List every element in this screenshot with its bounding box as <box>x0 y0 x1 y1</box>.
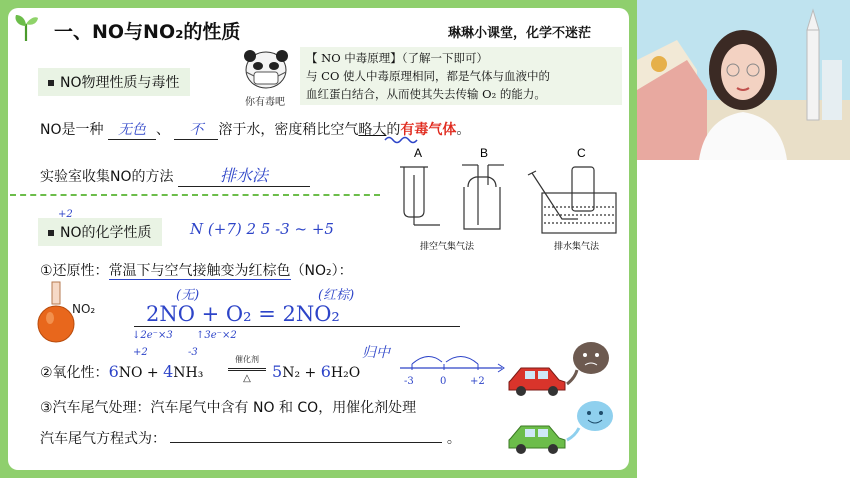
page-title: 一、NO与NO₂的性质 <box>54 21 241 43</box>
property-middle: 溶于水，密度稍比空气 <box>218 122 359 138</box>
oxidation-line <box>40 362 203 382</box>
exhaust-line-2 <box>40 428 461 448</box>
property-emphasis: 略大 <box>358 122 387 138</box>
coefficient-nh3: 4 <box>163 362 174 381</box>
red-car-icon <box>509 368 565 396</box>
bullet-square-icon <box>48 230 54 236</box>
apparatus-a <box>400 167 440 225</box>
heat-symbol: △ <box>243 373 251 384</box>
apparatus-label-b: B <box>480 146 489 160</box>
reactant-nh3: NH₃ <box>173 365 204 381</box>
poisoning-info-box <box>300 47 622 105</box>
reduction-after: （NO₂）： <box>290 263 353 279</box>
coefficient-h2o: 6 <box>320 362 331 381</box>
note-colorless: (无) <box>176 288 200 303</box>
collection-line <box>40 163 310 187</box>
numline-tick-pos2: +2 <box>470 376 485 387</box>
section-heading-label: NO的化学性质 <box>60 225 152 241</box>
handwritten-valence-note: N (+7) 2 5 -3 ~ +5 <box>190 220 334 238</box>
blank-color: 无色 <box>108 119 156 140</box>
info-line: 与 CO 使人中毒原理相同，都是气体与血液中的 <box>306 69 551 83</box>
coefficient-n2: 5 <box>272 362 283 381</box>
comproportionation-note: 归中 <box>362 345 390 361</box>
electron-transfer-note-2: ↑3e⁻×2 <box>196 330 237 341</box>
reduction-line <box>40 260 353 280</box>
product-h2o: H₂O <box>330 365 361 381</box>
collection-answer: 排水法 <box>178 163 310 187</box>
section-heading-label: NO物理性质与毒性 <box>60 75 180 91</box>
property-end: 。 <box>456 122 471 138</box>
caption-water-method: 排水集气法 <box>554 242 600 252</box>
happy-cloud-icon <box>567 401 613 440</box>
note-reddish-brown: (红棕) <box>318 288 355 303</box>
sprout-icon <box>12 12 40 42</box>
reactant-no: NO + <box>118 365 164 381</box>
oxidation-label: ②氧化性： <box>40 365 109 381</box>
reaction-arrow <box>228 368 266 371</box>
property-prefix: NO是一种 <box>40 122 104 138</box>
reduction-label: ①还原性： <box>40 263 109 279</box>
product-n2: N₂ + <box>282 365 321 381</box>
section-heading-chemical <box>38 218 162 246</box>
green-car-icon <box>509 426 565 454</box>
coefficient-no: 6 <box>108 362 119 381</box>
oxidation-state-nh3: -3 <box>188 347 198 358</box>
video-background-illustration <box>637 0 850 160</box>
apparatus-label-a: A <box>414 146 423 160</box>
numline-tick-0: 0 <box>440 376 447 387</box>
blank-solubility: 不 <box>174 119 218 140</box>
gas-collection-apparatus-diagram <box>392 145 622 255</box>
cars-exhaust-illustration <box>505 340 623 460</box>
reduction-equation: 2NO + O₂ = 2NO₂ <box>134 302 460 327</box>
catalyst-label: 催化剂 <box>235 355 259 364</box>
flask-label: NO₂ <box>72 302 96 316</box>
caption-air-method: 排空气集气法 <box>420 242 475 252</box>
apparatus-b <box>462 165 504 229</box>
flask-icon <box>36 280 76 348</box>
section-heading-physical <box>38 68 190 96</box>
exhaust-equation-label: 汽车尾气方程式为： <box>40 431 166 447</box>
bullet-square-icon <box>48 80 54 86</box>
slogan: 琳琳小课堂，化学不迷茫 <box>448 26 592 41</box>
toxic-gas-highlight: 有毒气体 <box>400 122 457 138</box>
electron-transfer-note-1: ↓2e⁻×3 <box>132 330 173 341</box>
oxidation-state-no: +2 <box>133 347 148 358</box>
info-line: 血红蛋白结合，从而使其失去传输 O₂ 的能力。 <box>306 87 546 101</box>
angry-smoke-icon <box>567 342 609 384</box>
blank-side-area <box>637 160 850 478</box>
property-comma: 、 <box>155 122 170 138</box>
meme-caption: 你有毒吧 <box>245 97 285 108</box>
instructor-video-panel <box>637 0 850 160</box>
exhaust-line-1: ③汽车尾气处理：汽车尾气中含有 NO 和 CO，用催化剂处理 <box>40 400 417 416</box>
oxidation-state-note: +2 <box>58 209 73 220</box>
property-connector: 的 <box>386 122 401 138</box>
exhaust-end: 。 <box>446 431 461 447</box>
apparatus-label-c: C <box>577 146 586 160</box>
apparatus-c <box>528 167 616 233</box>
oxidation-number-line <box>398 348 508 388</box>
info-line: 【 NO 中毒原理】（了解一下即可） <box>306 51 489 65</box>
reduction-underlined: 常温下与空气接触变为红棕色 <box>108 263 291 279</box>
section-divider <box>10 194 380 196</box>
oxidation-products <box>272 362 360 381</box>
numline-tick-neg3: -3 <box>404 376 414 387</box>
exhaust-equation-blank <box>170 429 442 443</box>
collection-label: 实验室收集NO的方法 <box>40 169 174 185</box>
